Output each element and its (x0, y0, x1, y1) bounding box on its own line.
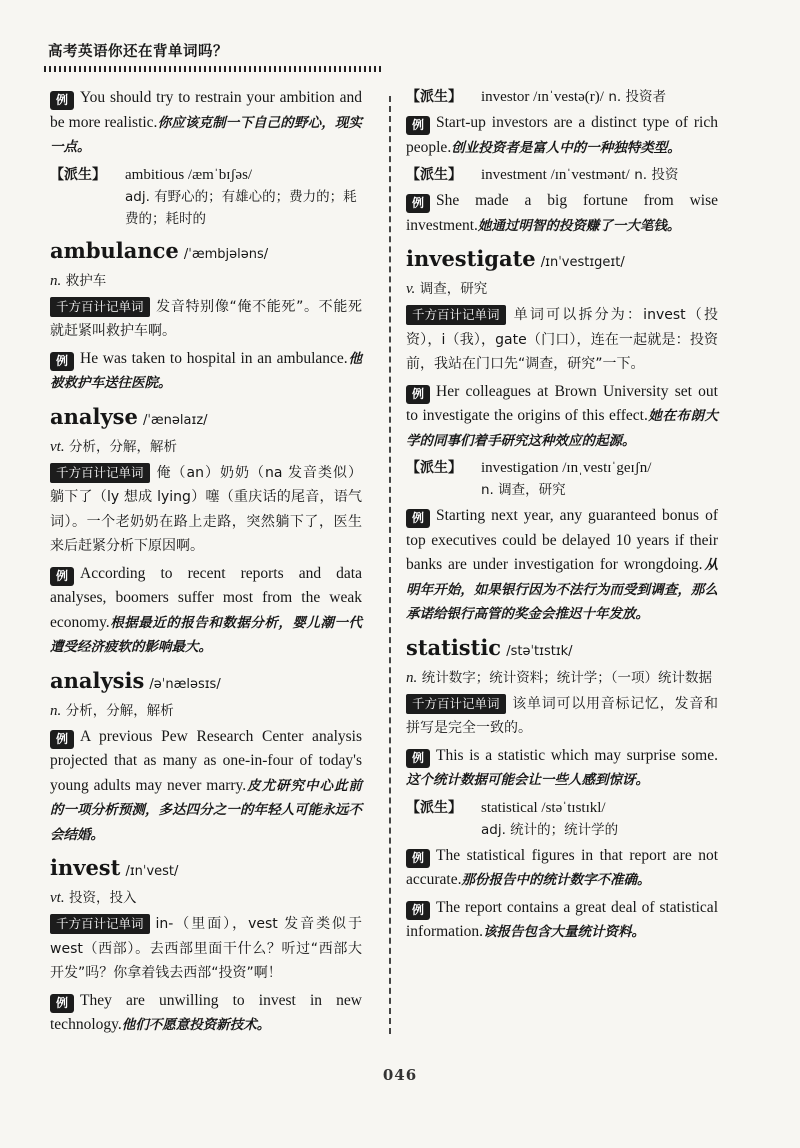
column-divider (389, 96, 391, 1034)
definition: n. 分析，分解，解析 (50, 702, 174, 719)
mnemonic-badge: 千方百计记单词 (50, 914, 150, 934)
mnemonic-statistic: 千方百计记单词 该单词可以用音标记忆，发音和拼写是完全一致的。 (406, 695, 718, 736)
headword: ambulance (50, 237, 179, 263)
entry-investigate (406, 244, 718, 278)
headword: investigate (406, 246, 536, 271)
page-number: 046 (382, 1066, 418, 1084)
derivative-tag: 【派生】 (406, 460, 462, 476)
example-badge: 例 (406, 901, 430, 920)
mnemonic-invest: 千方百计记单词 in-（里面），vest 发音类似于 west（西部）。去西部里面干什么？听过“西部大开发”吗？你拿着钱去西部“投资”啊！ (50, 916, 362, 981)
definition: vt. 分析，分解，解析 (50, 438, 178, 455)
derivative-ambitious: 【派生】 ambitious /æmˈbɪʃəs/ adj. 有野心的；有雄心的；费力的；耗费的；耗时的 (50, 164, 362, 230)
left-column (50, 86, 362, 1038)
example-badge: 例 (406, 509, 430, 528)
example-badge: 例 (50, 352, 74, 371)
right-column (406, 86, 718, 945)
example-investigation: 例 Starting next year, any guaranteed bonus of top executives could be delayed 10 years if their banks are under investigation for wrongdoing.从明年开始，如果银行因为不法行为而受到调查，那么承诺给银行高管的奖金会推迟十年发放。 (406, 507, 718, 622)
mnemonic-investigate: 千方百计记单词 单词可以拆分为：invest（投资），i（我），gate（门口），连在一起就是：投资前，我站在门口先“调查，研究”一下。 (406, 307, 718, 372)
example-badge: 例 (50, 730, 74, 749)
entry-invest (50, 853, 362, 887)
running-header: 高考英语你还在背单词吗？ (48, 44, 228, 60)
example-ambulance: 例 He was taken to hospital in an ambulance.他被救护车送往医院。 (50, 349, 363, 391)
definition: n. 救护车 (50, 272, 107, 289)
derivative-tag: 【派生】 (406, 167, 462, 183)
phonetic: /əˈnæləsɪs/ (149, 676, 221, 692)
mnemonic-ambulance: 千方百计记单词 发音特别像“俺不能死”。不能死就赶紧叫救护车啊。 (50, 298, 362, 339)
example-badge: 例 (406, 116, 430, 135)
example-investigate: 例 Her colleagues at Brown University set out to investigate the origins of this effect.她在布朗大学的同事们着手研究这种效应的起源。 (406, 382, 718, 449)
phonetic: /ˈænəlaɪz/ (142, 412, 208, 428)
header-rule (44, 66, 384, 72)
definition: n. 统计数字；统计资料；统计学；（一项）统计数据 (406, 669, 712, 686)
example-ambition: 例 You should try to restrain your ambition and be more realistic.你应该克制一下自己的野心，现实一点。 (50, 89, 362, 155)
example-badge: 例 (406, 385, 430, 404)
entry-analysis (50, 666, 362, 700)
mnemonic-badge: 千方百计记单词 (50, 297, 150, 317)
derivative-investor: 【派生】 investor /ɪnˈvestə(r)/ n. 投资者 (406, 86, 718, 108)
example-badge: 例 (406, 849, 430, 868)
example-badge: 例 (50, 567, 74, 586)
headword: analysis (50, 667, 145, 693)
mnemonic-badge: 千方百计记单词 (406, 694, 506, 714)
headword: statistic (406, 634, 502, 660)
entry-ambulance (50, 236, 362, 270)
mnemonic-badge: 千方百计记单词 (50, 463, 150, 483)
derivative-tag: 【派生】 (406, 799, 462, 816)
example-badge: 例 (50, 994, 74, 1013)
phonetic: /ɪnˈvest/ (125, 864, 179, 879)
phonetic: /ˈæmbjələns/ (183, 246, 269, 262)
example-invest: 例 They are unwilling to invest in new technology.他们不愿意投资新技术。 (50, 991, 362, 1033)
derivative-statistical: 【派生】 statistical /stəˈtɪstɪkl/ adj. 统计的；统计学的 (406, 797, 718, 841)
derivative-tag: 【派生】 (50, 166, 106, 183)
entry-analyse (50, 402, 362, 436)
derivative-investigation: 【派生】 investigation /ɪnˌvestɪˈgeɪʃn/ n. 调查，研究 (406, 457, 718, 501)
example-investment: 例 She made a big fortune from wise investment.她通过明智的投资赚了一大笔钱。 (406, 192, 718, 234)
example-statistical-2: 例 The report contains a great deal of statistical information.该报告包含大量统计资料。 (406, 898, 718, 940)
example-badge: 例 (406, 194, 430, 213)
derivative-tag: 【派生】 (406, 89, 462, 105)
example-statistic: 例 This is a statistic which may surprise some.这个统计数据可能会让一些人感到惊讶。 (406, 746, 718, 788)
mnemonic-analyse: 千方百计记单词 俺（an）奶奶（na 发音类似）躺下了（ly 想成 lying）噻（重庆话的尾音，语气词）。一个老奶奶在路上走路，突然躺下了，医生来后赶紧分析下原因啊。 (50, 464, 362, 554)
example-analysis: 例 A previous Pew Research Center analysis projected that as many as one-in-four of today's young adults may never marry.皮尤研究中心此前的一项分析预测，多达四分之一的年轻人可能永远不会结婚。 (50, 727, 362, 843)
phonetic: /ɪnˈvestɪgeɪt/ (540, 255, 625, 270)
example-badge: 例 (50, 91, 74, 110)
example-statistical-1: 例 The statistical figures in that report are not accurate.那份报告中的统计数字不准确。 (406, 846, 718, 888)
definition: vt. 投资，投入 (50, 890, 137, 906)
definition: v. 调查，研究 (406, 281, 488, 297)
phonetic: /stəˈtɪstɪk/ (506, 643, 573, 659)
derivative-investment: 【派生】 investment /ɪnˈvestmənt/ n. 投资 (406, 164, 718, 186)
headword: analyse (50, 403, 138, 429)
example-analyse: 例 According to recent reports and data analyses, boomers suffer most from the weak economy.根据最近的报告和数据分析，婴儿潮一代遭受经济疲软的影响最大。 (50, 564, 362, 655)
mnemonic-badge: 千方百计记单词 (406, 305, 506, 325)
example-badge: 例 (406, 749, 430, 768)
entry-statistic (406, 633, 718, 667)
headword: invest (50, 855, 121, 880)
example-investor: 例 Start-up investors are a distinct type of rich people.创业投资者是富人中的一种独特类型。 (406, 114, 718, 156)
